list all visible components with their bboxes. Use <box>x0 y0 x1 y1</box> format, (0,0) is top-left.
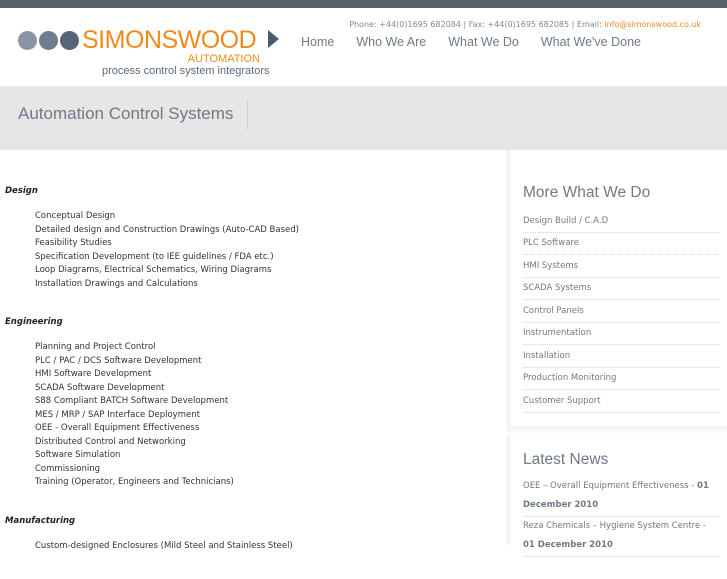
page-banner <box>0 86 727 150</box>
list-item: Distributed Control and Networking <box>35 436 186 447</box>
section-heading-design: Design <box>5 186 38 196</box>
section-heading-manufacturing: Manufacturing <box>5 515 76 526</box>
latest-news-box <box>523 451 720 557</box>
section-heading-engineering: Engineering <box>5 317 63 327</box>
sidebar-link-scada-systems[interactable]: SCADA Systems <box>523 283 592 294</box>
list-item: SCADA Software Development <box>35 382 165 393</box>
contact-info <box>349 20 701 29</box>
news-item[interactable] <box>523 477 720 517</box>
news-item-title[interactable]: Reza Chemicals – Hygiene System Centre - <box>523 521 706 531</box>
sidebar-link-plc-software[interactable]: PLC Software <box>523 238 579 249</box>
list-item <box>523 278 720 301</box>
more-what-we-do-box <box>523 184 720 413</box>
nav-what-we-do[interactable]: What We Do <box>448 35 519 49</box>
engineering-list <box>35 341 485 490</box>
nav-what-weve-done[interactable]: What We've Done <box>540 35 641 49</box>
list-item: Loop Diagrams, Electrical Schematics, Wiring Diagrams <box>35 265 272 275</box>
news-item-date: 01 December 2010 <box>523 481 709 510</box>
news-item-date: 01 December 2010 <box>523 540 613 550</box>
logo-brand: SIMONSWOOD <box>82 26 257 54</box>
news-item[interactable] <box>523 517 720 557</box>
sidebar <box>507 150 727 550</box>
main-nav <box>290 35 652 49</box>
list-item <box>523 368 720 391</box>
more-what-we-do-title: More What We Do <box>523 184 651 201</box>
site-header <box>0 8 727 86</box>
list-item <box>523 233 720 256</box>
logo-arrow-icon <box>268 30 279 48</box>
design-list <box>35 210 485 291</box>
list-item: Installation Drawings and Calculations <box>35 278 198 289</box>
logo[interactable] <box>18 28 288 80</box>
list-item: Custom-designed Enclosures (Mild Steel and Stainless Steel) <box>35 540 293 551</box>
list-item <box>523 255 720 278</box>
list-item <box>523 300 720 323</box>
list-item <box>523 390 720 413</box>
sidebar-link-production-monitoring[interactable]: Production Monitoring <box>523 373 617 384</box>
list-item: HMI Software Development <box>35 369 152 379</box>
list-item <box>523 345 720 368</box>
list-item: S88 Compliant BATCH Software Development <box>35 396 229 406</box>
logo-tagline: process control system integrators <box>102 65 270 77</box>
list-item <box>523 210 720 233</box>
top-bar <box>0 0 727 8</box>
sidebar-link-hmi-systems[interactable]: HMI Systems <box>523 260 579 271</box>
page-title: Automation Control Systems <box>18 104 234 123</box>
list-item: Software Simulation <box>35 450 121 460</box>
more-links-list <box>523 210 720 413</box>
sidebar-shadow <box>507 150 512 545</box>
sidebar-link-instrumentation[interactable]: Instrumentation <box>523 328 592 339</box>
nav-who-we-are[interactable]: Who We Are <box>356 35 427 49</box>
sidebar-link-design-build[interactable]: Design Build / C.A.D <box>523 215 609 226</box>
list-item <box>523 323 720 346</box>
list-item: OEE - Overall Equipment Effectiveness <box>35 423 200 433</box>
sidebar-divider <box>507 426 727 434</box>
news-item-title[interactable]: OEE – Overall Equipment Effectiveness - <box>523 481 698 491</box>
list-item: Training (Operator, Engineers and Technicians) <box>35 477 234 487</box>
list-item: PLC / PAC / DCS Software Development <box>35 355 202 366</box>
manufacturing-list <box>35 540 485 554</box>
list-item: MES / MRP / SAP Interface Deployment <box>35 409 200 420</box>
contact-text: Phone: +44(0)1695 682084 | Fax: +44(0)1695 682085 | Email: <box>349 20 605 29</box>
contact-email-link[interactable]: info@simonswood.co.uk <box>604 20 701 29</box>
sidebar-link-customer-support[interactable]: Customer Support <box>523 395 601 406</box>
sidebar-link-installation[interactable]: Installation <box>523 350 571 361</box>
list-item: Conceptual Design <box>35 211 116 221</box>
list-item: Commissioning <box>35 463 101 474</box>
sidebar-link-control-panels[interactable]: Control Panels <box>523 305 584 316</box>
main-content <box>5 186 485 579</box>
latest-news-title: Latest News <box>523 451 609 468</box>
logo-brand-sub: AUTOMATION <box>187 53 260 65</box>
list-item: Detailed design and Construction Drawings (Auto-CAD Based) <box>35 224 299 235</box>
list-item: Feasibility Studies <box>35 238 112 248</box>
list-item: Planning and Project Control <box>35 342 156 352</box>
banner-divider <box>247 100 248 130</box>
list-item: Specification Development (to IEE guidelines / FDA etc.) <box>35 251 274 262</box>
nav-home[interactable]: Home <box>300 35 335 49</box>
